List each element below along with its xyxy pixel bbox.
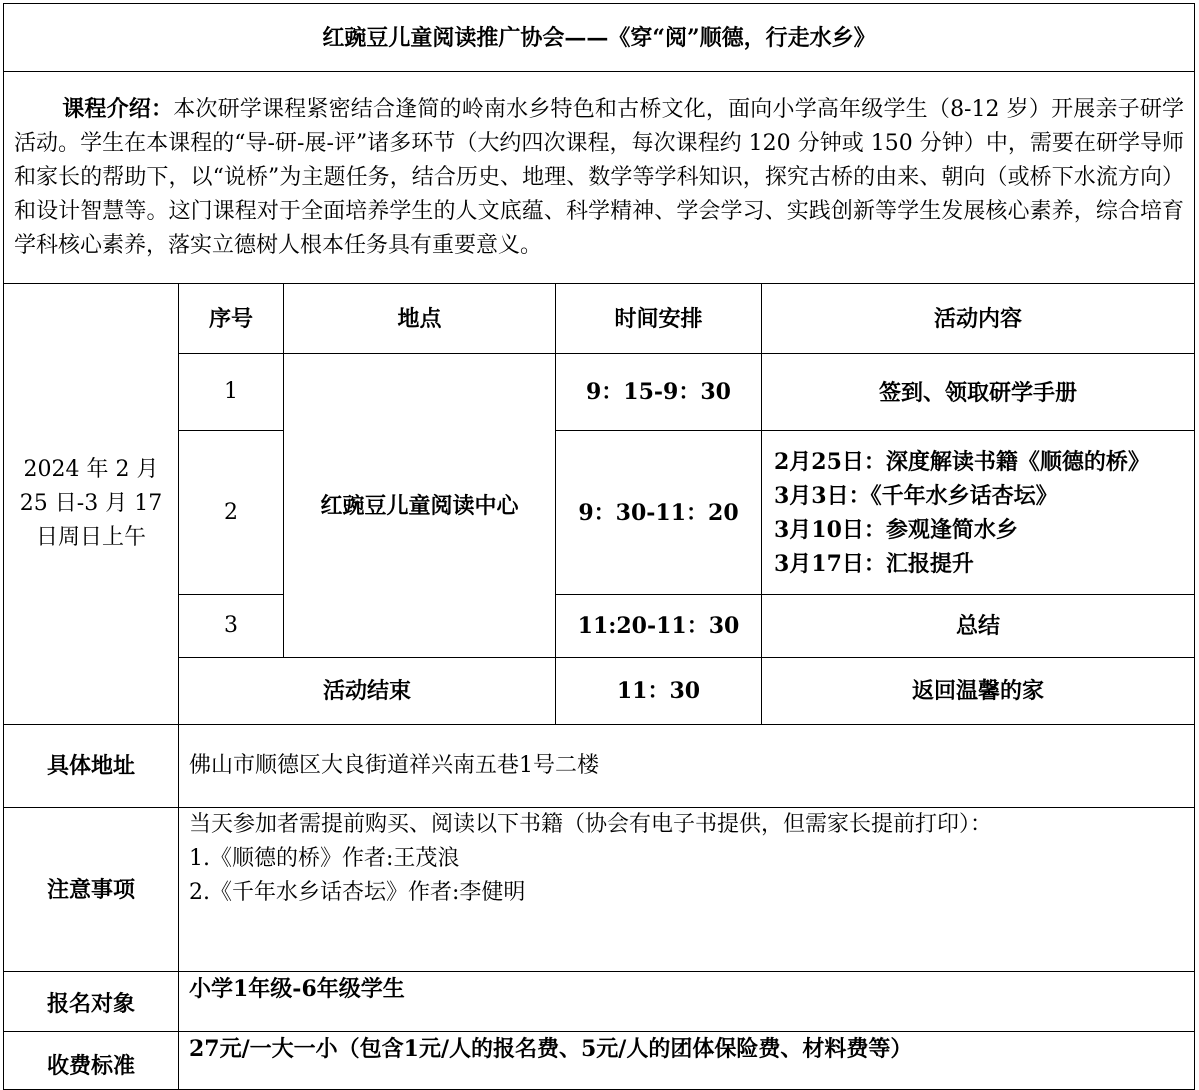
row-content: 总结: [762, 595, 1195, 658]
header-no: 序号: [179, 284, 284, 354]
notes-line: 当天参加者需提前购买、阅读以下书籍（协会有电子书提供，但需家长提前打印）：: [189, 812, 993, 837]
course-intro: [4, 72, 1195, 284]
notes-line: 2.《千年水乡话杏坛》作者:李健明: [189, 880, 526, 905]
fee-value: 27元/一大一小（包含1元/人的报名费、5元/人的团体保险费、材料费等）: [179, 1032, 1195, 1090]
row-no: 3: [179, 595, 284, 658]
row-content: 签到、领取研学手册: [762, 354, 1195, 431]
schedule-location: 红豌豆儿童阅读中心: [284, 354, 556, 658]
intro-label: 课程介绍：: [62, 96, 174, 122]
header-location: 地点: [284, 284, 556, 354]
row-time: 9：15-9：30: [556, 354, 762, 431]
notes-label: 注意事项: [4, 808, 179, 972]
row-content-list: [762, 431, 1195, 595]
target-label: 报名对象: [4, 972, 179, 1032]
row-no: 2: [179, 431, 284, 595]
intro-text: 本次研学课程紧密结合逢简的岭南水乡特色和古桥文化，面向小学高年级学生（8-12 岁）开展亲子研学活动。学生在本课程的“导-研-展-评”诸多环节（大约四次课程，每次课程约 120 分钟或 150 分钟）中，需要在研学导师和家长的帮助下，以“说桥”为主题任务，结合历史、地理、数学等学科知识，探究古桥的由来、朝向（或桥下水流方向）和设计智慧等。这门课程对于全面培养学生的人文底蕴、科学精神、学会学习、实践创新等学生发展核心素养，综合培育学科核心素养，落实立德树人根本任务具有重要意义。: [14, 97, 1185, 258]
schedule-date: 2024 年 2 月 25 日-3 月 17 日周日上午: [4, 284, 179, 725]
row-no: 1: [179, 354, 284, 431]
notes-line: 1.《顺德的桥》作者:王茂浪: [189, 846, 460, 871]
fee-label: 收费标准: [4, 1032, 179, 1090]
end-time: 11：30: [556, 658, 762, 725]
header-time: 时间安排: [556, 284, 762, 354]
schedule-item: 3月17日：汇报提升: [774, 550, 974, 577]
row-time: 9：30-11：20: [556, 431, 762, 595]
activity-table: [3, 3, 1195, 1090]
schedule-item: 2月25日：深度解读书籍《顺德的桥》: [774, 448, 1150, 475]
end-label: 活动结束: [179, 658, 556, 725]
address-label: 具体地址: [4, 725, 179, 808]
schedule-item: 3月3日：《千年水乡话杏坛》: [774, 482, 1058, 509]
header-content: 活动内容: [762, 284, 1195, 354]
schedule-item: 3月10日：参观逢简水乡: [774, 516, 1018, 543]
target-value: 小学1年级-6年级学生: [179, 972, 1195, 1032]
address-value: 佛山市顺德区大良街道祥兴南五巷1号二楼: [179, 725, 1195, 808]
activity-document: [3, 3, 1194, 1083]
row-time: 11:20-11：30: [556, 595, 762, 658]
notes-content: [179, 808, 1195, 972]
document-title: 红豌豆儿童阅读推广协会——《穿“阅”顺德，行走水乡》: [4, 4, 1195, 72]
end-content: 返回温馨的家: [762, 658, 1195, 725]
